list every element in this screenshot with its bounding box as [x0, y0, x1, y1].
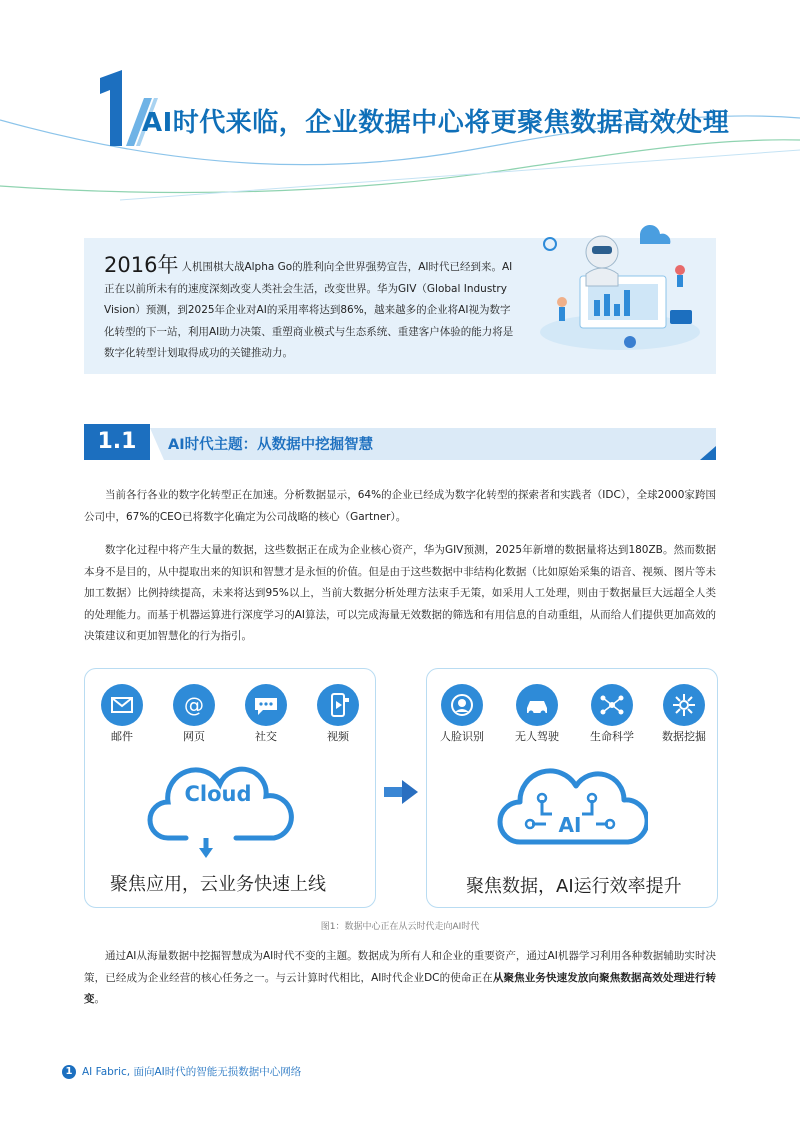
- right-panel-caption: 聚焦数据，AI运行效率提升: [466, 876, 682, 897]
- ai-cloud-label: AI: [558, 813, 582, 837]
- at-icon: [173, 684, 215, 726]
- molecule-icon: [591, 684, 633, 726]
- face-recognition-label: 人脸识别: [440, 730, 484, 743]
- body-paragraph-1: 当前各行各业的数字化转型正在加速。分析数据显示，64%的企业已经成为数字化转型的探索者和实践者（IDC），全球2000家跨国公司中，67%的CEO已将数字化确定为公司战略的核心（Gartner）。: [84, 489, 716, 523]
- autonomous-driving-item: [516, 684, 558, 726]
- chapter-title: AI时代来临，企业数据中心将更聚焦数据高效处理: [142, 108, 730, 138]
- social-item: [245, 684, 287, 726]
- face-recognition-item: [441, 684, 483, 726]
- arrow-right-icon: [384, 780, 418, 804]
- intro-year: 2016年: [104, 253, 179, 277]
- data-mining-icon: [663, 684, 705, 726]
- cloud-graphic: [146, 756, 296, 860]
- body-paragraph-3: [84, 946, 716, 1011]
- life-science-item: [591, 684, 633, 726]
- chat-icon: [245, 684, 287, 726]
- social-label: 社交: [255, 730, 277, 743]
- svg-text:@: @: [184, 693, 204, 717]
- face-recognition-icon: [441, 684, 483, 726]
- video-icon: [317, 684, 359, 726]
- cloud-label: Cloud: [184, 782, 252, 806]
- ai-cloud-graphic: [492, 760, 648, 860]
- data-mining-item: [663, 684, 705, 726]
- intro-paragraph: [104, 255, 516, 365]
- intro-text: 人机围棋大战Alpha Go的胜利向全世界强势宣告，AI时代已经到来。AI正在以前所未有的速度深刻改变人类社会生活，改变世界。华为GIV（Global Industry Vision）预测，到2025年企业对AI的采用率将达到86%，越来越多的企业将AI视为数字化转型的下一站，利用AI助力决策、重塑商业模式与生态系统、重建客户体验的能力将是数字化转型计划取得成功的关键推动力。: [104, 261, 514, 359]
- video-label: 视频: [327, 730, 349, 743]
- video-item: [317, 684, 359, 726]
- autonomous-driving-label: 无人驾驶: [515, 730, 559, 743]
- body-paragraph-3-end: 。: [94, 993, 105, 1005]
- ai-robot-illustration: [520, 214, 716, 364]
- body-paragraph-3-emphasis: 从聚焦业务快速发放向聚焦数据高效处理进行转变: [84, 971, 717, 1005]
- section-number: 1.1: [84, 424, 150, 460]
- mail-label: 邮件: [111, 730, 133, 743]
- page-number: 1: [62, 1065, 76, 1079]
- left-panel-caption: 聚焦应用，云业务快速上线: [110, 874, 326, 895]
- body-paragraph-3-text: 通过AI从海量数据中挖掘智慧成为AI时代不变的主题。数据成为所有人和企业的重要资产，通过AI机器学习利用各种数据辅助实时决策，已经成为企业经营的核心任务之一。与云计算时代相比，AI时代企业DC的使命正在: [84, 950, 716, 984]
- car-icon: [516, 684, 558, 726]
- figure-caption: 图1：数据中心正在从云时代走向AI时代: [320, 922, 480, 932]
- body-paragraph-2: 数字化过程中将产生大量的数据，这些数据正在成为企业核心资产，华为GIV预测，2025年新增的数据量将达到180ZB。然而数据本身不是目的，从中提取出来的知识和智慧才是永恒的价值。但是由于这些数据中非结构化数据（比如原始采集的语音、视频、图片等未加工数据）比例持续提高，未来将达到95%以上，当前大数据分析处理方法束手无策，如采用人工处理，则由于数据量巨大远超全人类的处理能力。而基于机器运算进行深度学习的AI算法，可以完成海量无效数据的筛选和有用信息的自动重组，从而给人们提供更加高效的决策建议和更加智慧化的行为指引。: [84, 544, 716, 642]
- mail-item: [101, 684, 143, 726]
- web-label: 网页: [183, 730, 205, 743]
- section-title: AI时代主题：从数据中挖掘智慧: [168, 437, 374, 453]
- data-mining-label: 数据挖掘: [662, 730, 706, 743]
- mail-icon: [101, 684, 143, 726]
- life-science-label: 生命科学: [590, 730, 634, 743]
- web-item: [173, 684, 215, 726]
- footer-title: AI Fabric, 面向AI时代的智能无损数据中心网络: [82, 1066, 302, 1078]
